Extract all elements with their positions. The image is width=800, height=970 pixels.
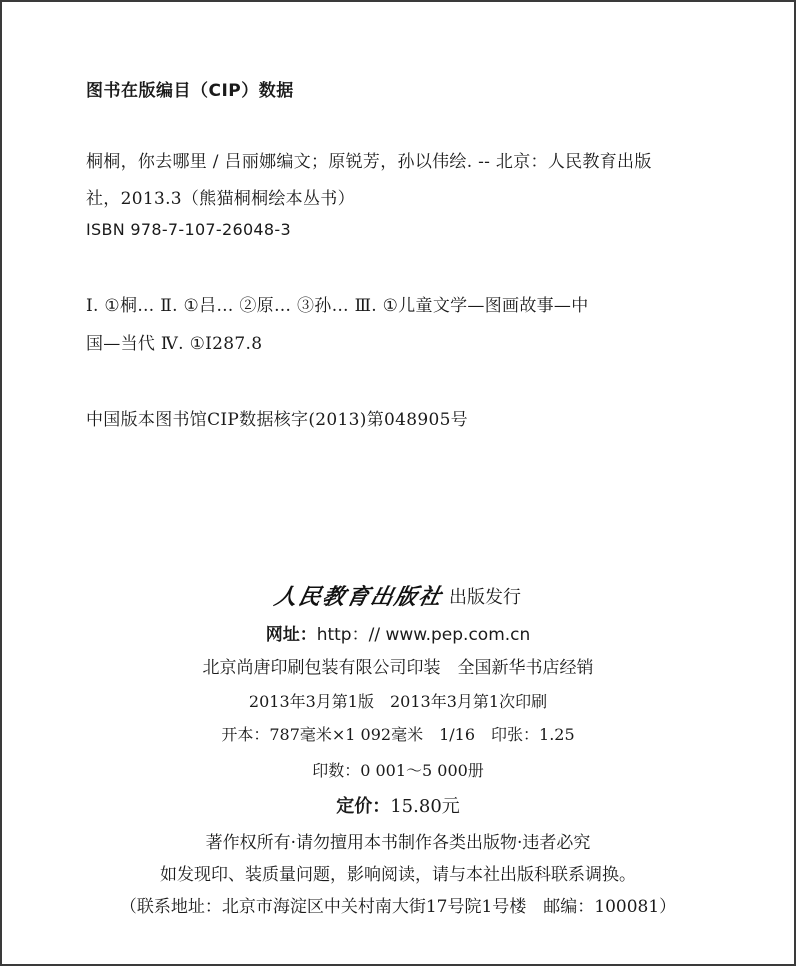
price-line: [2, 792, 794, 818]
edition-line: 2013年3月第1版 2013年3月第1次印刷: [248, 692, 548, 711]
website-label: 网址：: [265, 625, 317, 645]
cip-heading: 图书在版编目（CIP）数据: [86, 81, 294, 101]
format-line: 开本：787毫米×1 092毫米 1/16 印张：1.25: [221, 725, 575, 744]
cip-isbn: ISBN 978-7-107-26048-3: [86, 220, 291, 239]
publisher-logo: 人民教育出版社: [271, 584, 446, 610]
rights-notice: 著作权所有·请勿擅用本书制作各类出版物·违者必究: [205, 833, 591, 853]
publisher-row: [2, 580, 794, 611]
cip-classification-line-2: 国—当代 Ⅳ. ①I287.8: [86, 334, 263, 354]
website-line: [2, 620, 794, 645]
cip-classification-line-1: Ⅰ. ①桐… Ⅱ. ①吕… ②原… ③孙… Ⅲ. ①儿童文学—图画故事—中: [86, 296, 589, 316]
price-label: 定价：: [336, 796, 391, 817]
cip-title-line-2: 社，2013.3（熊猫桐桐绘本丛书）: [86, 189, 355, 209]
price-value: 15.80元: [390, 796, 460, 817]
printer-line: 北京尚唐印刷包装有限公司印装 全国新华书店经销: [202, 658, 594, 678]
cip-record-number: 中国版本图书馆CIP数据核字(2013)第048905号: [86, 410, 468, 430]
website-url[interactable]: http：// www.pep.com.cn: [316, 625, 531, 645]
contact-address: （联系地址：北京市海淀区中关村南大街17号院1号楼 邮编：100081）: [119, 897, 677, 917]
quality-notice: 如发现印、装质量问题，影响阅读，请与本社出版科联系调换。: [160, 865, 636, 885]
publisher-suffix: 出版发行: [449, 586, 521, 608]
print-count-line: 印数：0 001～5 000册: [312, 761, 484, 780]
cip-title-line-1: 桐桐，你去哪里 / 吕丽娜编文；原锐芳，孙以伟绘. -- 北京：人民教育出版: [86, 152, 652, 172]
